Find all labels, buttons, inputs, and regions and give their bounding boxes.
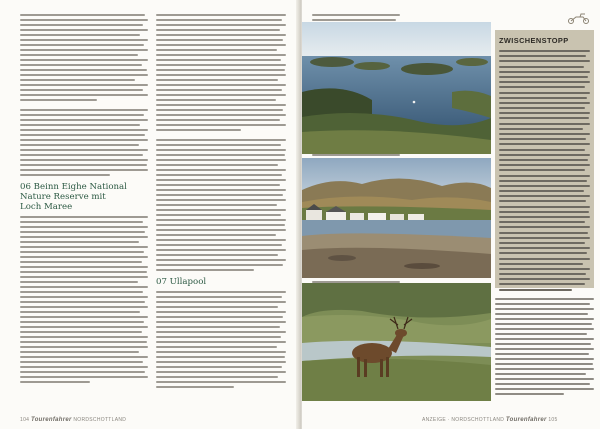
heading-line: 07 Ullapool	[156, 277, 207, 287]
body-text-block	[156, 14, 286, 271]
right-footer	[422, 417, 558, 423]
magazine-logo: Tourenfahrer	[505, 417, 547, 423]
page-number: 105	[548, 417, 558, 423]
left-footer	[20, 417, 126, 423]
section-label: ANZEIGE · NORDSCHOTTLAND	[422, 417, 505, 423]
body-text-block	[20, 14, 148, 176]
photo-village-shore	[302, 158, 491, 278]
magazine-logo: Tourenfahrer	[30, 417, 72, 423]
left-column-2	[156, 14, 286, 391]
page-number: 104	[20, 417, 30, 423]
photo-red-deer	[302, 283, 491, 401]
sidebar-followup-text	[495, 298, 594, 398]
left-page	[0, 0, 298, 429]
heading-ullapool	[156, 277, 286, 287]
heading-line: 06 Beinn Eighe National	[20, 182, 127, 192]
sidebar-text-block	[499, 50, 590, 294]
sidebar-title: ZWISCHENSTOPP	[499, 36, 569, 45]
heading-beinn-eighe	[20, 182, 148, 212]
body-text-block	[156, 291, 286, 388]
heading-line: Nature Reserve mit	[20, 192, 106, 202]
zwischenstopp-sidebar	[495, 30, 594, 288]
body-text-block	[20, 216, 148, 383]
section-label: NORDSCHOTTLAND	[73, 417, 127, 423]
heading-line: Loch Maree	[20, 202, 73, 212]
left-column-1	[20, 14, 148, 386]
scooter-icon	[566, 12, 592, 24]
photo-loch-islands	[302, 22, 491, 154]
